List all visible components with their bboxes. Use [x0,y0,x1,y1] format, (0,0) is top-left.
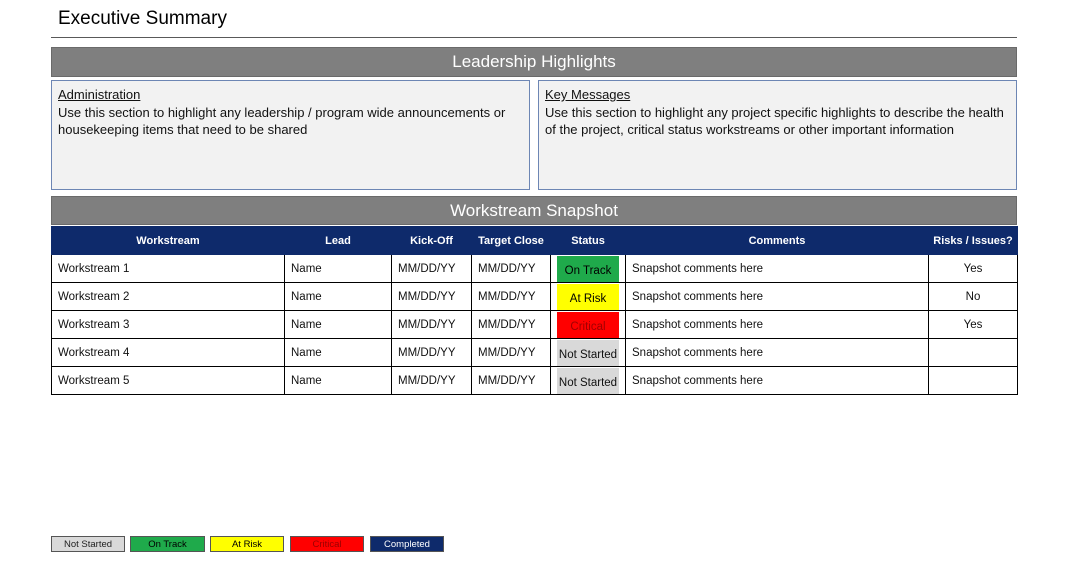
workstream-table [51,226,1018,395]
target-close-cell: MM/DD/YY [472,311,551,339]
workstream-snapshot-band: Workstream Snapshot [51,196,1017,225]
target-close-cell: MM/DD/YY [472,367,551,395]
status-cell [551,255,626,283]
col-header-lead: Lead [285,227,392,255]
comments-cell: Snapshot comments here [626,255,929,283]
kickoff-cell: MM/DD/YY [392,311,472,339]
col-header-target-close: Target Close [472,227,551,255]
title-divider [51,37,1017,38]
key-messages-heading: Key Messages [545,87,631,102]
kickoff-cell: MM/DD/YY [392,255,472,283]
table-header-row [52,227,1018,255]
kickoff-cell: MM/DD/YY [392,283,472,311]
col-header-status: Status [551,227,626,255]
target-close-cell: MM/DD/YY [472,339,551,367]
status-badge: Not Started [557,340,619,366]
table-row [52,367,1018,395]
lead-cell: Name [285,339,392,367]
col-header-comments: Comments [626,227,929,255]
legend-not-started: Not Started [51,536,125,552]
comments-cell: Snapshot comments here [626,339,929,367]
kickoff-cell: MM/DD/YY [392,339,472,367]
status-badge: Not Started [557,368,619,394]
workstream-cell: Workstream 2 [52,283,285,311]
table-row [52,283,1018,311]
risks-cell: Yes [929,255,1018,283]
administration-heading: Administration [58,87,141,102]
risks-cell: Yes [929,311,1018,339]
table-row [52,311,1018,339]
comments-cell: Snapshot comments here [626,311,929,339]
workstream-cell: Workstream 1 [52,255,285,283]
legend-critical: Critical [290,536,364,552]
key-messages-box [538,80,1017,190]
risks-cell [929,339,1018,367]
kickoff-cell: MM/DD/YY [392,367,472,395]
administration-text: Use this section to highlight any leadership / program wide announcements or housekeeping items that need to be shared [58,104,506,137]
page-title: Executive Summary [58,8,227,29]
target-close-cell: MM/DD/YY [472,283,551,311]
status-cell [551,339,626,367]
comments-cell: Snapshot comments here [626,367,929,395]
lead-cell: Name [285,283,392,311]
legend-at-risk: At Risk [210,536,284,552]
status-cell [551,367,626,395]
col-header-kickoff: Kick-Off [392,227,472,255]
leadership-highlights-band: Leadership Highlights [51,47,1017,77]
workstream-cell: Workstream 4 [52,339,285,367]
status-badge: Critical [557,312,619,338]
status-badge: On Track [557,256,619,282]
risks-cell: No [929,283,1018,311]
lead-cell: Name [285,255,392,283]
table-row [52,339,1018,367]
legend-completed: Completed [370,536,444,552]
lead-cell: Name [285,311,392,339]
status-cell [551,311,626,339]
legend-on-track: On Track [130,536,205,552]
lead-cell: Name [285,367,392,395]
col-header-workstream: Workstream [52,227,285,255]
table-row [52,255,1018,283]
administration-box [51,80,530,190]
status-badge: At Risk [557,284,619,310]
col-header-risks: Risks / Issues? [929,227,1018,255]
status-cell [551,283,626,311]
key-messages-text: Use this section to highlight any project specific highlights to describe the health of the project, critical status workstreams or other important information [545,104,1004,137]
workstream-cell: Workstream 5 [52,367,285,395]
risks-cell [929,367,1018,395]
workstream-cell: Workstream 3 [52,311,285,339]
comments-cell: Snapshot comments here [626,283,929,311]
target-close-cell: MM/DD/YY [472,255,551,283]
